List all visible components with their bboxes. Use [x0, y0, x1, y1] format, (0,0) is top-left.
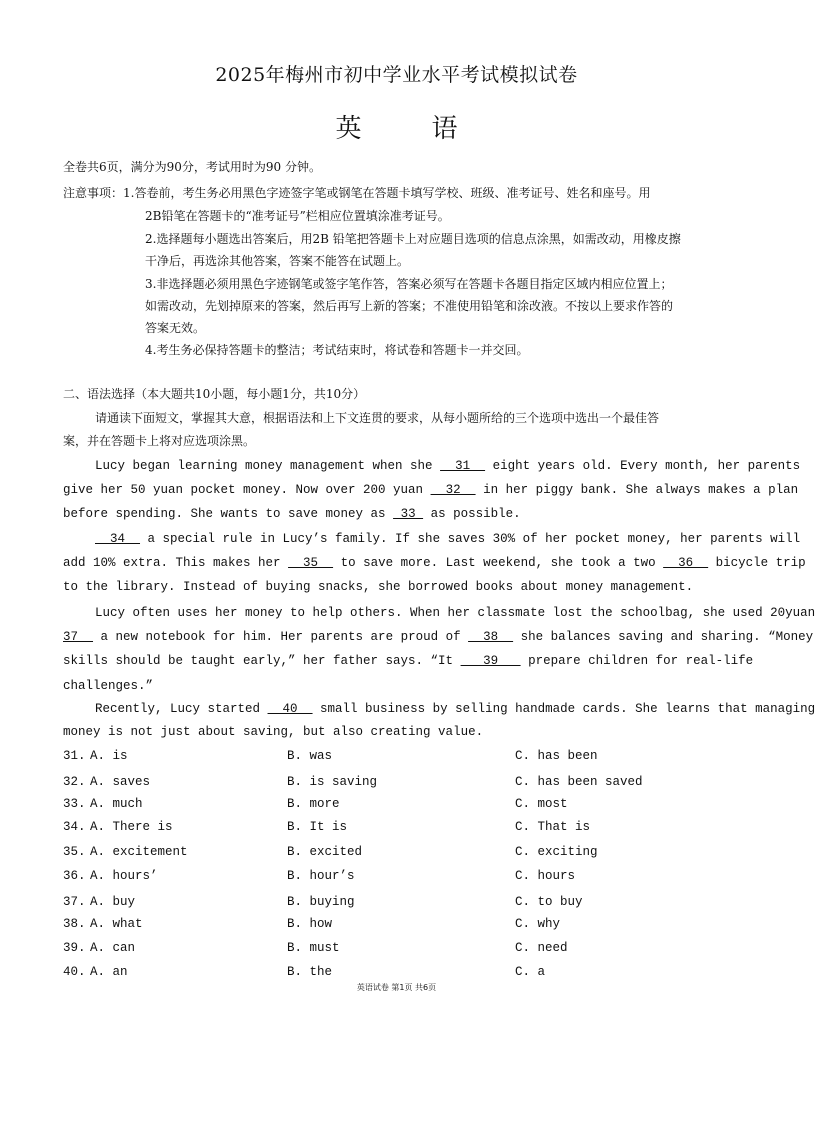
option-b: B. excited	[287, 845, 363, 859]
option-b: B. hour’s	[287, 869, 355, 883]
section-instructions: 请通读下面短文，掌握其大意，根据语法和上下文连贯的要求，从每小题所给的三个选项中选出一个最佳答	[95, 411, 660, 425]
option-c: C. most	[515, 797, 568, 811]
passage-line: add 10% extra. This makes her 35 to save more. Last weekend, she took a two 36 bicycle trip	[63, 556, 806, 570]
note-2: 2.选择题每小题选出答案后，用2B 铅笔把答题卡上对应题目选项的信息点涂黑，如需改动，用橡皮擦	[145, 232, 681, 246]
option-b: B. the	[287, 965, 333, 979]
option-c: C. has been saved	[515, 775, 643, 789]
blank-40: 40	[267, 702, 313, 716]
notes-line-1	[63, 184, 650, 201]
blank-31: 31	[440, 459, 486, 473]
note-1-cont: 2B铅笔在答题卡的“准考证号”栏相应位置填涂准考证号。	[145, 209, 450, 223]
option-c: C. has been	[515, 749, 598, 763]
passage-line: 37 a new notebook for him. Her parents are proud of 38 she balances saving and sharing. “Money	[63, 630, 814, 644]
passage-line: Lucy began learning money management when she 31 eight years old. Every month, her parents	[95, 459, 801, 473]
option-b: B. is saving	[287, 775, 378, 789]
subject-char-2: 语	[431, 114, 458, 144]
question-number: 36.	[63, 869, 86, 883]
question-number: 34.	[63, 820, 86, 834]
option-a: A. is	[90, 749, 128, 763]
option-c: C. need	[515, 941, 568, 955]
blank-34: 34	[95, 532, 141, 546]
passage-line: 34 a special rule in Lucy’s family. If she saves 30% of her pocket money, her parents will	[95, 532, 801, 546]
blank-36: 36	[663, 556, 709, 570]
option-c: C. to buy	[515, 895, 583, 909]
question-number: 31.	[63, 749, 86, 763]
question-number: 39.	[63, 941, 86, 955]
passage-line: before spending. She wants to save money as 33 as possible.	[63, 507, 521, 521]
note-3: 3.非选择题必须用黑色字迹钢笔或签字笔作答，答案必须写在答题卡各题目指定区域内相应位置上；	[145, 277, 673, 291]
passage-line: challenges.”	[63, 679, 154, 693]
option-a: A. saves	[90, 775, 151, 789]
section-instructions-cont: 案，并在答题卡上将对应选项涂黑。	[63, 434, 256, 448]
question-number: 33.	[63, 797, 86, 811]
option-a: A. can	[90, 941, 136, 955]
passage-line: Lucy often uses her money to help others. When her classmate lost the schoolbag, she used 20yuan	[95, 606, 815, 620]
note-2-cont: 干净后，再选涂其他答案，答案不能答在试题上。	[145, 254, 410, 268]
option-b: B. how	[287, 917, 333, 931]
option-a: A. an	[90, 965, 128, 979]
passage-line: skills should be taught early,” her father says. “It 39 prepare children for real-life	[63, 654, 754, 668]
question-number: 37.	[63, 895, 86, 909]
option-c: C. That is	[515, 820, 591, 834]
blank-39: 39	[460, 654, 521, 668]
option-a: A. buy	[90, 895, 136, 909]
question-number: 40.	[63, 965, 86, 979]
question-number: 38.	[63, 917, 86, 931]
passage-line: Recently, Lucy started 40 small business by selling handmade cards. She learns that managing	[95, 702, 815, 716]
note-1: 1.答卷前，考生务必用黑色字迹签字笔或钢笔在答题卡填写学校、班级、准考证号、姓名和座号。用	[123, 186, 651, 200]
exam-title: 2025年梅州市初中学业水平考试模拟试卷	[215, 64, 578, 86]
question-number: 35.	[63, 845, 86, 859]
blank-32: 32	[430, 483, 476, 497]
section-heading: 二、语法选择（本大题共10小题，每小题1分，共10分）	[63, 387, 366, 401]
option-b: B. more	[287, 797, 340, 811]
option-b: B. must	[287, 941, 340, 955]
option-b: B. was	[287, 749, 333, 763]
option-c: C. exciting	[515, 845, 598, 859]
passage-line: give her 50 yuan pocket money. Now over 200 yuan 32 in her piggy bank. She always makes a plan	[63, 483, 799, 497]
option-a: A. what	[90, 917, 143, 931]
option-b: B. buying	[287, 895, 355, 909]
option-c: C. a	[515, 965, 546, 979]
option-c: C. hours	[515, 869, 576, 883]
option-b: B. It is	[287, 820, 348, 834]
blank-35: 35	[288, 556, 334, 570]
note-3-cont: 如需改动，先划掉原来的答案，然后再写上新的答案；不准使用铅笔和涂改液。不按以上要求作答的	[145, 299, 674, 313]
passage-line: money is not just about saving, but also creating value.	[63, 725, 484, 739]
passage-line: to the library. Instead of buying snacks, she borrowed books about money management.	[63, 580, 694, 594]
notes-label: 注意事项：	[63, 186, 124, 200]
note-3-cont-2: 答案无效。	[145, 321, 206, 335]
option-c: C. why	[515, 917, 561, 931]
question-number: 32.	[63, 775, 86, 789]
blank-38: 38	[468, 630, 514, 644]
blank-37: 37	[63, 630, 94, 644]
note-4: 4.考生务必保持答题卡的整洁；考试结束时，将试卷和答题卡一并交回。	[145, 343, 529, 357]
option-a: A. excitement	[90, 845, 188, 859]
page-footer: 英语试卷 第1页 共6页	[356, 983, 437, 992]
blank-33: 33	[393, 507, 424, 521]
option-a: A. There is	[90, 820, 173, 834]
option-a: A. much	[90, 797, 143, 811]
option-a: A. hours’	[90, 869, 158, 883]
subject-char-1: 英	[335, 114, 362, 144]
subject-title	[0, 108, 793, 145]
exam-info: 全卷共6页，满分为90分，考试用时为90 分钟。	[63, 160, 321, 174]
